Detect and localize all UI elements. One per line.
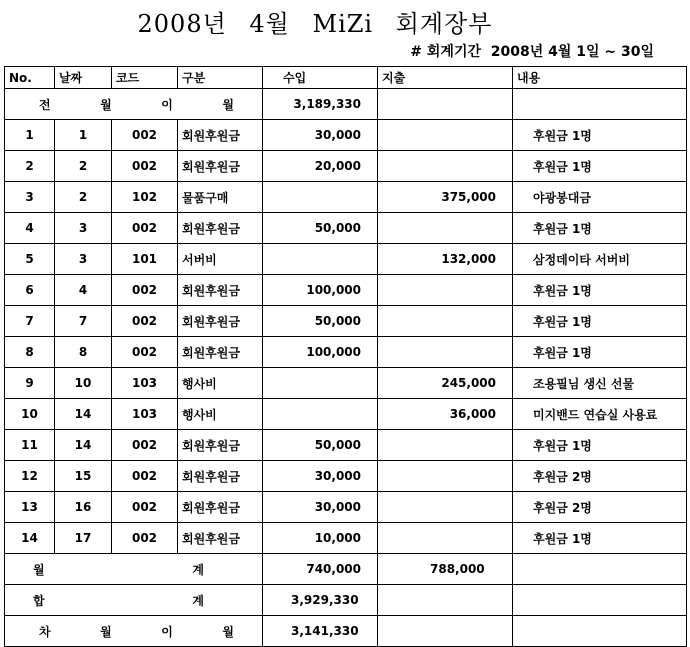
row-category: 회원후원금: [178, 275, 263, 306]
table-row: [5, 461, 687, 492]
col-no-header: No.: [5, 67, 55, 89]
table-row: [5, 399, 687, 430]
row-income: 50,000: [263, 213, 378, 244]
row-date: 14: [55, 430, 112, 461]
row-expense: [378, 337, 513, 368]
table-row: [5, 306, 687, 337]
row-expense: [378, 461, 513, 492]
table-row: [5, 492, 687, 523]
row-category: 회원후원금: [178, 120, 263, 151]
row-date: 14: [55, 399, 112, 430]
grand-total-expense: [378, 585, 513, 616]
grand-total-row: [5, 585, 687, 616]
row-income: 30,000: [263, 492, 378, 523]
ledger-table: [4, 66, 687, 647]
col-code-header: 코드: [112, 67, 178, 89]
carry-in-income: 3,189,330: [263, 89, 378, 120]
row-date: 10: [55, 368, 112, 399]
header-row: [5, 67, 687, 89]
table-row: [5, 275, 687, 306]
row-no: 14: [5, 523, 55, 554]
row-no: 8: [5, 337, 55, 368]
row-category: 회원후원금: [178, 430, 263, 461]
table-row: [5, 368, 687, 399]
row-expense: 36,000: [378, 399, 513, 430]
col-date-header: 날짜: [55, 67, 112, 89]
row-income: [263, 368, 378, 399]
carry-out-row: [5, 616, 687, 647]
row-date: 2: [55, 151, 112, 182]
row-date: 15: [55, 461, 112, 492]
row-expense: 245,000: [378, 368, 513, 399]
row-category: 회원후원금: [178, 213, 263, 244]
row-code: 103: [112, 368, 178, 399]
row-category: 회원후원금: [178, 492, 263, 523]
row-date: 17: [55, 523, 112, 554]
accounting-period: # 회계기간 2008년 4월 1일 ~ 30일: [410, 44, 654, 60]
carry-in-row: [5, 89, 687, 120]
row-desc: 후원금 1명: [513, 213, 687, 244]
grand-total-income: 3,929,330: [263, 585, 378, 616]
row-expense: [378, 120, 513, 151]
row-desc: 미지밴드 연습실 사용료: [513, 399, 687, 430]
row-date: 1: [55, 120, 112, 151]
row-desc: 후원금 1명: [513, 337, 687, 368]
col-category-header: 구분: [178, 67, 263, 89]
row-desc: 후원금 1명: [513, 275, 687, 306]
row-expense: [378, 430, 513, 461]
row-code: 002: [112, 306, 178, 337]
row-expense: 375,000: [378, 182, 513, 213]
row-date: 4: [55, 275, 112, 306]
row-no: 1: [5, 120, 55, 151]
row-income: 10,000: [263, 523, 378, 554]
row-income: 50,000: [263, 306, 378, 337]
ledger-title: 2008년 4월 MiZi 회계장부: [137, 10, 493, 38]
row-expense: 132,000: [378, 244, 513, 275]
carry-out-desc: [513, 616, 687, 647]
row-code: 102: [112, 182, 178, 213]
carry-out-label: 차 월 이 월: [5, 616, 263, 647]
row-category: 회원후원금: [178, 461, 263, 492]
row-desc: 후원금 1명: [513, 430, 687, 461]
month-total-row: [5, 554, 687, 585]
table-row: [5, 244, 687, 275]
row-desc: 후원금 2명: [513, 461, 687, 492]
row-code: 002: [112, 430, 178, 461]
row-category: 서버비: [178, 244, 263, 275]
row-date: 8: [55, 337, 112, 368]
carry-in-label: 전 월 이 월: [5, 89, 263, 120]
row-desc: 삼정데이타 서버비: [513, 244, 687, 275]
row-desc: 야광봉대금: [513, 182, 687, 213]
carry-in-desc: [513, 89, 687, 120]
row-date: 3: [55, 244, 112, 275]
grand-total-desc: [513, 585, 687, 616]
row-no: 3: [5, 182, 55, 213]
table-row: [5, 151, 687, 182]
table-row: [5, 430, 687, 461]
row-category: 행사비: [178, 399, 263, 430]
row-income: 30,000: [263, 120, 378, 151]
carry-in-expense: [378, 89, 513, 120]
row-date: 7: [55, 306, 112, 337]
row-code: 103: [112, 399, 178, 430]
table-row: [5, 120, 687, 151]
grand-total-label: 합 계: [5, 585, 263, 616]
row-category: 물품구매: [178, 182, 263, 213]
row-category: 회원후원금: [178, 523, 263, 554]
row-income: [263, 244, 378, 275]
row-desc: 후원금 2명: [513, 492, 687, 523]
row-no: 11: [5, 430, 55, 461]
row-expense: [378, 151, 513, 182]
row-income: 50,000: [263, 430, 378, 461]
month-total-expense: 788,000: [378, 554, 513, 585]
row-income: 20,000: [263, 151, 378, 182]
row-code: 002: [112, 523, 178, 554]
month-total-income: 740,000: [263, 554, 378, 585]
row-no: 6: [5, 275, 55, 306]
row-expense: [378, 213, 513, 244]
row-expense: [378, 306, 513, 337]
row-income: 100,000: [263, 275, 378, 306]
month-total-desc: [513, 554, 687, 585]
row-code: 002: [112, 461, 178, 492]
row-no: 10: [5, 399, 55, 430]
col-expense-header: 지출: [378, 67, 513, 89]
row-no: 12: [5, 461, 55, 492]
row-desc: 후원금 1명: [513, 523, 687, 554]
row-desc: 후원금 1명: [513, 120, 687, 151]
row-no: 4: [5, 213, 55, 244]
col-income-header: 수입: [263, 67, 378, 89]
row-no: 7: [5, 306, 55, 337]
row-code: 002: [112, 151, 178, 182]
row-expense: [378, 523, 513, 554]
table-row: [5, 337, 687, 368]
row-income: 100,000: [263, 337, 378, 368]
carry-out-expense: [378, 616, 513, 647]
row-income: 30,000: [263, 461, 378, 492]
row-expense: [378, 492, 513, 523]
row-code: 002: [112, 337, 178, 368]
row-category: 행사비: [178, 368, 263, 399]
row-category: 회원후원금: [178, 151, 263, 182]
col-desc-header: 내용: [513, 67, 687, 89]
table-row: [5, 523, 687, 554]
row-no: 9: [5, 368, 55, 399]
row-income: [263, 182, 378, 213]
row-desc: 후원금 1명: [513, 306, 687, 337]
row-code: 002: [112, 275, 178, 306]
month-total-label: 월 계: [5, 554, 263, 585]
row-category: 회원후원금: [178, 337, 263, 368]
row-desc: 조용필님 생신 선물: [513, 368, 687, 399]
carry-out-income: 3,141,330: [263, 616, 378, 647]
table-row: [5, 182, 687, 213]
row-code: 002: [112, 120, 178, 151]
row-code: 002: [112, 492, 178, 523]
table-row: [5, 213, 687, 244]
row-expense: [378, 275, 513, 306]
row-no: 5: [5, 244, 55, 275]
row-category: 회원후원금: [178, 306, 263, 337]
row-date: 3: [55, 213, 112, 244]
row-desc: 후원금 1명: [513, 151, 687, 182]
row-code: 002: [112, 213, 178, 244]
row-no: 2: [5, 151, 55, 182]
row-no: 13: [5, 492, 55, 523]
row-date: 2: [55, 182, 112, 213]
row-income: [263, 399, 378, 430]
row-date: 16: [55, 492, 112, 523]
row-code: 101: [112, 244, 178, 275]
